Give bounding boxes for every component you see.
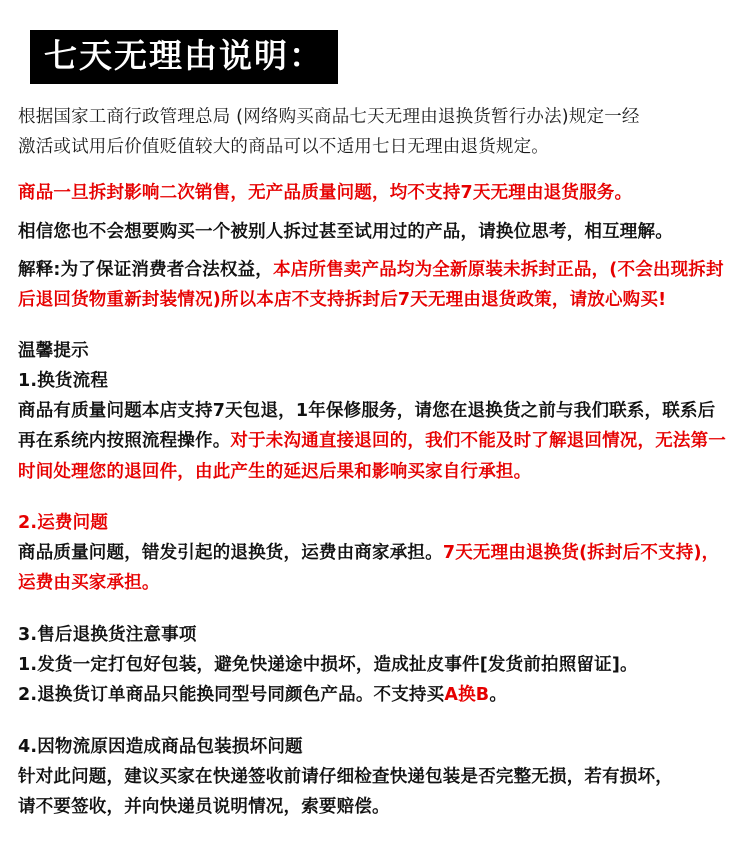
- intro-line-1: 根据国家工商行政管理总局 (网络购买商品七天无理由退换货暂行办法)规定一经: [18, 107, 640, 128]
- section-4-line-1: 针对此问题，建议买家在快递签收前请仔细检查快递包装是否完整无损，若有损坏，: [18, 767, 673, 788]
- section-1-heading: 1.换货流程: [18, 370, 109, 391]
- section-1-paragraph: [18, 396, 732, 486]
- explanation-prefix: 解释:为了保证消费者合法权益，: [18, 259, 273, 280]
- section-3-heading: 3.售后退换货注意事项: [18, 624, 197, 645]
- section-1-black: 商品有质量问题本店支持7天包退，1年保修服务，请您在退换货之前与我们联系，联系后再在系统内按照流程操作。: [18, 401, 716, 452]
- intro-line-2: 激活或试用后价值贬值较大的商品可以不适用七日无理由退货规定。: [18, 137, 549, 158]
- explanation-paragraph: [18, 255, 732, 315]
- explanation-red: 本店所售卖产品均为全新原装未拆封正品，(不会出现拆封后退回货物重新封装情况)所以本店不支持拆封后7天无理由退货政策，请放心购买!: [18, 259, 724, 310]
- section-3-item-2-post: 。: [489, 685, 508, 706]
- warning-red: 商品一旦拆封影响二次销售，无产品质量问题，均不支持7天无理由退货服务。: [18, 183, 633, 204]
- section-3-item-1: 1.发货一定打包好包装，避免快递途中损坏，造成扯皮事件[发货前拍照留证]。: [18, 655, 638, 676]
- section-2-red: 7天无理由退换货(拆封后不支持)，运费由买家承担。: [18, 543, 720, 594]
- tips-heading: 温馨提示: [18, 340, 89, 361]
- document-body: [16, 102, 734, 822]
- page-title: 七天无理由说明：: [30, 30, 338, 84]
- section-2-paragraph: [18, 538, 732, 598]
- section-4-line-2: 请不要签收，并向快递员说明情况，索要赔偿。: [18, 797, 390, 818]
- section-2-black: 商品质量问题，错发引起的退换货，运费由商家承担。: [18, 543, 443, 564]
- section-3-item-2-pre: 2.退换货订单商品只能换同型号同颜色产品。不支持买: [18, 685, 445, 706]
- warning-black: 相信您也不会想要购买一个被别人拆过甚至试用过的产品，请换位思考，相互理解。: [18, 221, 673, 242]
- section-2-heading: 2.运费问题: [18, 512, 109, 533]
- section-4-heading: 4.因物流原因造成商品包装损坏问题: [18, 736, 303, 757]
- section-3-item-2-red: A换B: [444, 685, 490, 706]
- section-1-red: 对于未沟通直接退回的，我们不能及时了解退回情况，无法第一时间处理您的退回件，由此产生的延迟后果和影响买家自行承担。: [18, 431, 727, 482]
- section-3-item-2: [18, 680, 732, 710]
